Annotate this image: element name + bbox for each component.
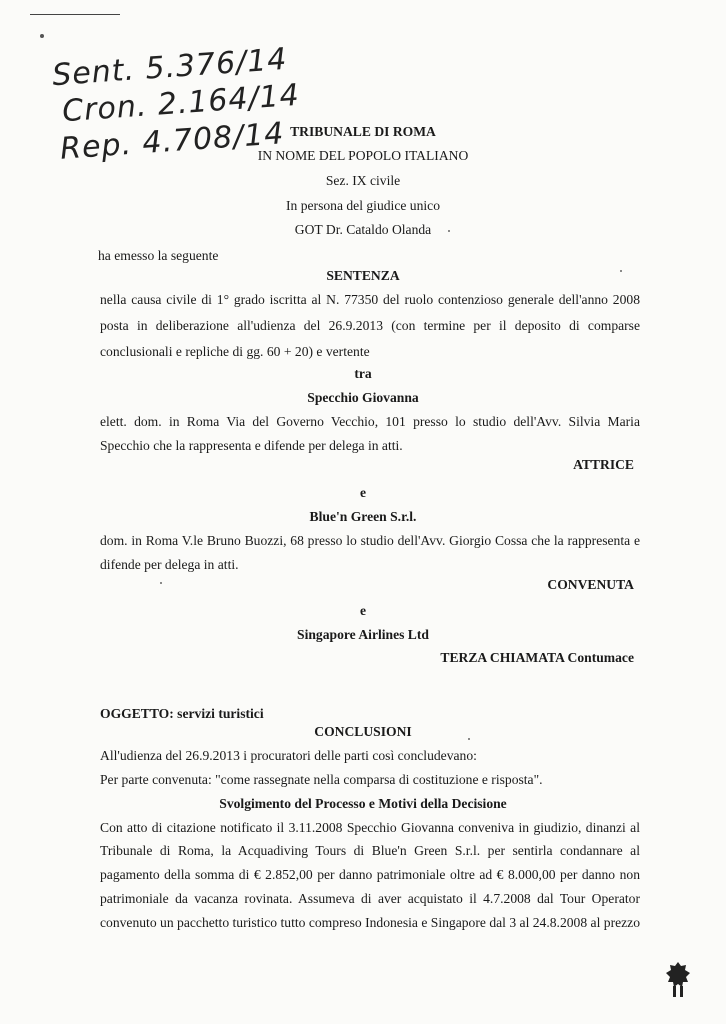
proceedings-line: convenuto un pacchetto turistico tutto compreso Indonesia e Singapore dal 3 al 24.8.2008 al prezzo: [100, 915, 640, 930]
party2-name: Blue'n Green S.r.l.: [309, 509, 417, 524]
people-heading: IN NOME DEL POPOLO ITALIANO: [257, 148, 469, 163]
proceedings-line: Tribunale di Roma, la Acquadiving Tours di Blue'n Green S.r.l. per sentirla condannare al: [100, 843, 640, 858]
scan-mark: [30, 14, 120, 15]
party2-role: CONVENUTA: [547, 577, 634, 592]
document-title: SENTENZA: [326, 268, 400, 283]
scan-speck: [468, 738, 470, 740]
seal-icon: [664, 960, 692, 998]
proceedings-heading: Svolgimento del Processo e Motivi della Decisione: [219, 796, 507, 811]
scan-speck: [160, 582, 162, 584]
party2-address-line: dom. in Roma V.le Bruno Buozzi, 68 presso lo studio dell'Avv. Giorgio Cossa che la rappresenta e: [100, 533, 640, 548]
handwritten-repertory-number: Rep. 4.708/14: [59, 116, 286, 167]
judge-role: In persona del giudice unico: [285, 198, 440, 213]
conjunction-e: e: [359, 603, 367, 618]
proceedings-line: patrimoniale da vacanza rovinata. Assumeva di aver acquistato il 4.7.2008 dal Tour Operator: [100, 891, 640, 906]
conclusions-heading: CONCLUSIONI: [314, 724, 412, 739]
case-line: conclusionali e repliche di gg. 60 + 20) e vertente: [100, 344, 370, 359]
party1-role: ATTRICE: [573, 457, 634, 472]
party3-name: Singapore Airlines Ltd: [297, 627, 429, 642]
scan-speck: [620, 270, 622, 272]
tra-label: tra: [354, 366, 372, 381]
proceedings-line: pagamento della somma di € 2.852,00 per danno patrimoniale oltre ad € 8.000,00 per danno non: [100, 867, 640, 882]
scan-dot: [40, 34, 44, 38]
conclusions-line: All'udienza del 26.9.2013 i procuratori delle parti così concludevano:: [100, 748, 477, 763]
scan-speck: [448, 230, 450, 232]
handwritten-chronology-number: Cron. 2.164/14: [61, 77, 301, 130]
conjunction-e: e: [359, 485, 367, 500]
judge-name: GOT Dr. Cataldo Olanda: [294, 222, 432, 237]
case-line: nella causa civile di 1° grado iscritta al N. 77350 del ruolo contenzioso generale dell'anno 2008: [100, 292, 640, 307]
party1-address-line: Specchio che la rappresenta e difende per delega in atti.: [100, 438, 403, 453]
section-label: Sez. IX civile: [325, 173, 401, 188]
intro-text: ha emesso la seguente: [98, 248, 219, 263]
party1-address-line: elett. dom. in Roma Via del Governo Vecchio, 101 presso lo studio dell'Avv. Silvia Maria: [100, 414, 640, 429]
party3-role: TERZA CHIAMATA Contumace: [440, 650, 634, 665]
proceedings-line: Con atto di citazione notificato il 3.11.2008 Specchio Giovanna conveniva in giudizio, dinanzi al: [100, 820, 640, 835]
conclusions-line: Per parte convenuta: "come rassegnate nella comparsa di costituzione e risposta".: [100, 772, 543, 787]
court-name: TRIBUNALE DI ROMA: [290, 124, 436, 139]
party2-address-line: difende per delega in atti.: [100, 557, 239, 572]
handwritten-sentence-number: Sent. 5.376/14: [51, 41, 289, 94]
subject-line: OGGETTO: servizi turistici: [100, 706, 264, 721]
case-line: posta in deliberazione all'udienza del 26.9.2013 (con termine per il deposito di comparse: [100, 318, 640, 333]
party1-name: Specchio Giovanna: [307, 390, 419, 405]
